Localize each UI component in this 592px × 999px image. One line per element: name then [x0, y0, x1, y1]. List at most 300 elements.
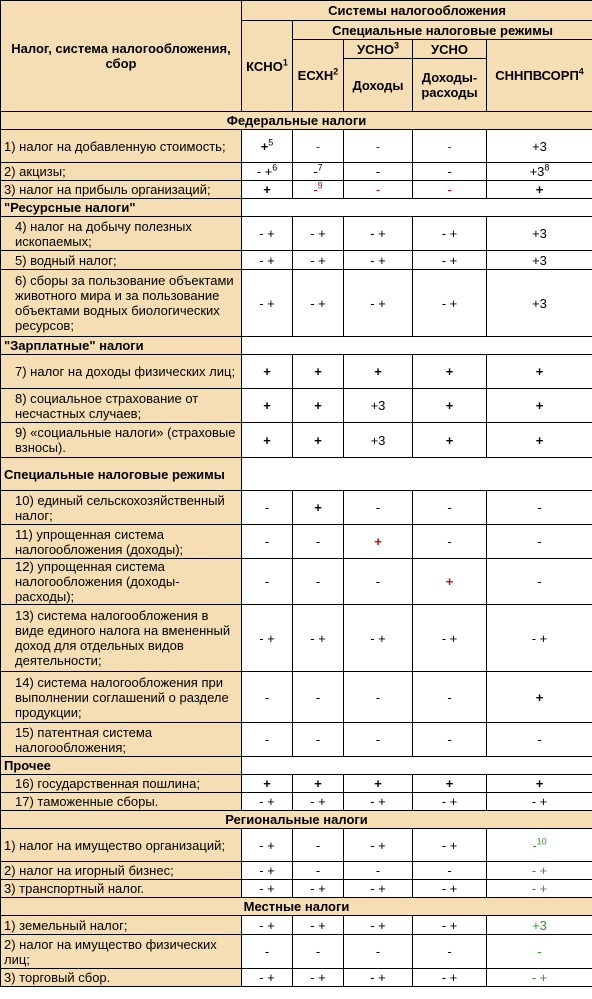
- value-cell: [293, 775, 344, 793]
- value-cell: [487, 605, 592, 672]
- value-mark: +: [535, 432, 544, 448]
- value-cell: [242, 775, 293, 793]
- value-mark: - +: [310, 295, 326, 311]
- value-cell: [413, 969, 487, 987]
- section-blank: [242, 757, 592, 775]
- value-cell: [344, 969, 413, 987]
- value-cell: [293, 491, 344, 525]
- value-mark: -: [375, 138, 381, 154]
- section-blank: [242, 458, 592, 491]
- value-cell: [413, 723, 487, 757]
- tax-name-cell: 10) единый сельскохозяйственный налог;: [1, 491, 242, 525]
- value-mark: +: [374, 364, 382, 379]
- tax-name-cell: 16) государственная пошлина;: [1, 775, 242, 793]
- value-cell: [242, 862, 293, 880]
- value-cell: [344, 880, 413, 898]
- table-row: [1, 775, 592, 793]
- value-mark: - +: [310, 794, 326, 809]
- value-mark: +: [263, 398, 271, 413]
- value-cell: [344, 605, 413, 672]
- tax-name-cell: 1) налог на добавленную стоимость;: [1, 130, 242, 163]
- value-cell: [413, 130, 487, 163]
- section-row: [1, 458, 592, 491]
- value-cell: [487, 880, 592, 898]
- value-mark: - +: [256, 164, 273, 179]
- value-cell: [487, 935, 592, 969]
- value-mark: - +: [531, 970, 548, 985]
- value-mark: -: [447, 164, 452, 179]
- value-cell: [293, 559, 344, 605]
- value-cell: [242, 559, 293, 605]
- tax-name-cell: 17) таможенные сборы.: [1, 793, 242, 811]
- value-cell: [344, 723, 413, 757]
- value-cell: [487, 251, 592, 270]
- value-mark: - +: [441, 837, 458, 853]
- value-mark: +: [260, 138, 269, 154]
- value-cell: [293, 935, 344, 969]
- value-mark: +3: [532, 917, 547, 933]
- footnote-mark: 7: [317, 162, 323, 173]
- value-cell: [487, 389, 592, 423]
- value-cell: [344, 251, 413, 270]
- value-mark: +: [535, 689, 544, 705]
- value-cell: [293, 723, 344, 757]
- table-row: [1, 491, 592, 525]
- value-cell: [242, 130, 293, 163]
- value-cell: [344, 775, 413, 793]
- value-mark: - +: [531, 863, 548, 878]
- value-mark: +: [263, 776, 271, 791]
- value-mark: -: [315, 138, 321, 154]
- value-cell: [293, 829, 344, 862]
- value-mark: - +: [310, 226, 326, 241]
- section-title: Прочее: [1, 757, 242, 775]
- section-blank: [242, 337, 592, 355]
- value-cell: [344, 217, 413, 251]
- value-mark: -: [375, 689, 381, 705]
- value-cell: [242, 723, 293, 757]
- value-mark: -: [537, 574, 542, 589]
- value-mark: -: [537, 944, 542, 959]
- table-row: [1, 163, 592, 181]
- value-cell: [242, 181, 293, 199]
- value-mark: +: [314, 776, 322, 791]
- header-dohody: Доходы: [344, 59, 413, 112]
- tax-name-cell: 4) налог на добычу полезных ископаемых;: [1, 217, 242, 251]
- value-cell: [242, 935, 293, 969]
- value-mark: -: [537, 732, 542, 747]
- tax-name-cell: 3) торговый сбор.: [1, 969, 242, 987]
- value-cell: [413, 389, 487, 423]
- tax-name-cell: 3) транспортный налог.: [1, 880, 242, 898]
- value-cell: [487, 775, 592, 793]
- value-mark: +: [263, 182, 271, 197]
- value-mark: - +: [441, 630, 458, 646]
- value-cell: [293, 672, 344, 723]
- header-usno-3: УСНО$^3$: [344, 40, 413, 59]
- value-mark: -: [375, 182, 381, 197]
- table-row: [1, 130, 592, 163]
- value-mark: - +: [310, 252, 326, 268]
- value-mark: -: [315, 863, 321, 878]
- value-mark: - +: [370, 226, 386, 241]
- tax-name-cell: 7) налог на доходы физических лиц;: [1, 355, 242, 389]
- value-mark: - +: [259, 970, 275, 985]
- value-mark: - +: [310, 881, 326, 896]
- value-cell: [344, 389, 413, 423]
- value-cell: [413, 355, 487, 389]
- table-row: [1, 389, 592, 423]
- header-tax-name: Налог, система налогообложения, сбор: [1, 1, 242, 112]
- value-mark: -: [375, 164, 381, 179]
- table-row: [1, 251, 592, 270]
- section-title: Специальные налоговые режимы: [1, 458, 242, 491]
- value-mark: +: [445, 432, 454, 448]
- value-cell: [293, 969, 344, 987]
- value-cell: [293, 605, 344, 672]
- value-cell: [487, 181, 592, 199]
- value-mark: +: [445, 776, 454, 791]
- tax-name-cell: 1) налог на имущество организаций;: [1, 829, 242, 862]
- value-cell: [413, 775, 487, 793]
- value-cell: [413, 423, 487, 458]
- value-mark: - +: [259, 837, 275, 853]
- value-cell: [293, 163, 344, 181]
- value-mark: -: [264, 500, 270, 515]
- section-title: Местные налоги: [1, 898, 592, 916]
- value-cell: [344, 163, 413, 181]
- value-cell: [413, 862, 487, 880]
- value-cell: [242, 163, 293, 181]
- value-mark: - +: [259, 630, 275, 646]
- value-cell: [293, 130, 344, 163]
- value-mark: -: [315, 689, 321, 705]
- value-cell: [242, 969, 293, 987]
- footnote-mark: 8: [544, 162, 550, 173]
- value-mark: -: [447, 689, 452, 705]
- value-cell: [293, 862, 344, 880]
- value-mark: +: [445, 574, 454, 589]
- value-cell: [344, 491, 413, 525]
- value-mark: - +: [370, 837, 386, 853]
- value-mark: - +: [259, 295, 275, 311]
- tax-name-cell: 3) налог на прибыль организаций;: [1, 181, 242, 199]
- value-cell: [487, 672, 592, 723]
- value-mark: - +: [441, 226, 458, 241]
- value-cell: [413, 163, 487, 181]
- value-mark: - +: [370, 970, 386, 985]
- value-cell: [242, 793, 293, 811]
- value-cell: [344, 130, 413, 163]
- value-cell: [487, 355, 592, 389]
- value-cell: [242, 525, 293, 559]
- value-mark: -: [315, 837, 321, 853]
- value-mark: -: [532, 837, 537, 853]
- value-cell: [242, 605, 293, 672]
- value-mark: +: [445, 398, 454, 413]
- value-cell: [293, 355, 344, 389]
- header-dohody-rashody: Доходы-расходы: [413, 59, 487, 112]
- value-cell: [293, 916, 344, 935]
- value-mark: - +: [441, 295, 458, 311]
- value-cell: [242, 355, 293, 389]
- table-row: [1, 605, 592, 672]
- section-blank: [242, 199, 592, 217]
- value-cell: [413, 217, 487, 251]
- header-usno: УСНО: [413, 40, 487, 59]
- section-row: [1, 811, 592, 829]
- value-cell: [242, 389, 293, 423]
- tax-name-cell: 12) упрощенная система налогообложения (доходы-расходы);: [1, 559, 242, 605]
- value-mark: - +: [259, 794, 275, 809]
- value-mark: -: [315, 944, 321, 959]
- value-mark: -: [375, 574, 381, 589]
- value-cell: [413, 880, 487, 898]
- value-mark: - +: [441, 794, 458, 809]
- value-mark: +3: [532, 138, 547, 154]
- value-cell: [242, 217, 293, 251]
- header-snn: СННПВСОРП$^4$: [487, 40, 592, 112]
- footnote-mark: 9: [317, 180, 323, 191]
- value-mark: - +: [259, 881, 275, 896]
- value-mark: -: [264, 689, 270, 705]
- value-mark: +: [535, 182, 544, 197]
- value-mark: -: [375, 500, 381, 515]
- value-cell: [242, 270, 293, 337]
- value-cell: [344, 829, 413, 862]
- section-title: Федеральные налоги: [1, 112, 592, 130]
- tax-name-cell: 15) патентная система налогообложения;: [1, 723, 242, 757]
- value-cell: [487, 969, 592, 987]
- value-cell: [413, 559, 487, 605]
- table-row: [1, 270, 592, 337]
- value-cell: [242, 829, 293, 862]
- table-row: [1, 525, 592, 559]
- table-row: [1, 862, 592, 880]
- table-row: [1, 217, 592, 251]
- value-mark: - +: [370, 917, 386, 933]
- value-mark: +: [314, 364, 322, 379]
- value-cell: [344, 559, 413, 605]
- tax-name-cell: 13) система налогообложения в виде единого налога на вмененный доход для отдельных видов деятельности;: [1, 605, 242, 672]
- footnote-mark: 10: [536, 836, 547, 847]
- section-row: [1, 757, 592, 775]
- value-mark: -: [375, 944, 381, 959]
- table-row: [1, 969, 592, 987]
- value-mark: -: [313, 182, 318, 197]
- value-mark: -: [537, 500, 542, 515]
- table-row: [1, 935, 592, 969]
- value-cell: [293, 181, 344, 199]
- table-row: [1, 723, 592, 757]
- header-systems: Системы налогообложения: [242, 1, 592, 21]
- value-cell: [413, 181, 487, 199]
- value-cell: [413, 793, 487, 811]
- value-cell: [413, 270, 487, 337]
- value-mark: - +: [531, 881, 548, 896]
- table-row: [1, 793, 592, 811]
- value-cell: [293, 389, 344, 423]
- tax-name-cell: 8) социальное страхование от несчастных случаев;: [1, 389, 242, 423]
- value-cell: [344, 423, 413, 458]
- value-mark: -: [375, 732, 381, 747]
- value-cell: [413, 829, 487, 862]
- value-cell: [344, 270, 413, 337]
- value-mark: - +: [310, 917, 326, 933]
- value-cell: [344, 935, 413, 969]
- value-mark: +3: [529, 164, 545, 179]
- value-mark: -: [447, 944, 452, 959]
- tax-name-cell: 9) «социальные налоги» (страховые взносы).: [1, 423, 242, 458]
- value-mark: - +: [441, 970, 458, 985]
- section-title: Региональные налоги: [1, 811, 592, 829]
- value-cell: [413, 916, 487, 935]
- value-cell: [487, 217, 592, 251]
- value-mark: +3: [532, 226, 547, 241]
- value-cell: [293, 793, 344, 811]
- value-mark: -: [264, 574, 270, 589]
- value-mark: +: [445, 364, 454, 379]
- value-cell: [487, 793, 592, 811]
- value-mark: - +: [370, 252, 386, 268]
- value-mark: +: [535, 776, 544, 791]
- value-mark: - +: [259, 863, 275, 878]
- table-row: [1, 672, 592, 723]
- value-cell: [242, 491, 293, 525]
- tax-name-cell: 2) акцизы;: [1, 163, 242, 181]
- value-cell: [242, 916, 293, 935]
- value-mark: +: [535, 398, 544, 413]
- section-row: [1, 337, 592, 355]
- value-cell: [344, 355, 413, 389]
- value-mark: -: [447, 863, 452, 878]
- table-row: [1, 829, 592, 862]
- footnote-mark: 5: [268, 137, 274, 148]
- value-mark: - +: [370, 630, 386, 646]
- value-mark: +: [314, 500, 322, 515]
- section-row: [1, 112, 592, 130]
- value-cell: [487, 829, 592, 862]
- value-mark: +: [314, 398, 322, 413]
- table-row: [1, 880, 592, 898]
- tax-name-cell: 2) налог на игорный бизнес;: [1, 862, 242, 880]
- value-mark: -: [375, 863, 381, 878]
- value-cell: [293, 270, 344, 337]
- section-row: [1, 199, 592, 217]
- value-mark: -: [447, 500, 452, 515]
- tax-name-cell: 6) сборы за пользование объектами животного мира и за пользование объектами водных биологических ресурсов;: [1, 270, 242, 337]
- value-mark: -: [315, 574, 321, 589]
- value-cell: [413, 605, 487, 672]
- value-mark: +: [263, 432, 271, 448]
- table-row: [1, 916, 592, 935]
- tax-name-cell: 1) земельный налог;: [1, 916, 242, 935]
- value-mark: -: [315, 732, 321, 747]
- value-mark: - +: [259, 226, 275, 241]
- value-mark: +: [263, 364, 271, 379]
- value-cell: [242, 251, 293, 270]
- value-mark: -: [447, 138, 452, 154]
- value-cell: [413, 672, 487, 723]
- section-title: "Зарплатные" налоги: [1, 337, 242, 355]
- value-mark: +3: [532, 252, 547, 268]
- value-mark: +3: [532, 295, 547, 311]
- table-row: [1, 355, 592, 389]
- table-row: [1, 559, 592, 605]
- footnote-mark: 6: [272, 162, 278, 173]
- value-cell: [242, 423, 293, 458]
- value-mark: - +: [310, 970, 326, 985]
- value-cell: [293, 525, 344, 559]
- value-mark: -: [264, 534, 270, 549]
- value-cell: [487, 723, 592, 757]
- value-cell: [487, 525, 592, 559]
- tax-name-cell: 14) система налогообложения при выполнении соглашений о разделе продукции;: [1, 672, 242, 723]
- value-mark: -: [264, 944, 270, 959]
- value-mark: +: [535, 364, 544, 379]
- section-title: "Ресурсные налоги": [1, 199, 242, 217]
- header-eshn: ЕСХН$^2$: [293, 40, 344, 112]
- value-cell: [344, 672, 413, 723]
- value-cell: [413, 251, 487, 270]
- value-mark: -: [537, 534, 542, 549]
- value-mark: - +: [310, 630, 326, 646]
- value-mark: - +: [441, 917, 458, 933]
- value-mark: -: [313, 164, 318, 179]
- value-cell: [487, 270, 592, 337]
- value-cell: [344, 862, 413, 880]
- value-mark: - +: [370, 794, 386, 809]
- value-mark: - +: [370, 295, 386, 311]
- value-mark: +: [374, 776, 382, 791]
- value-mark: +: [374, 534, 382, 549]
- value-cell: [487, 559, 592, 605]
- value-mark: - +: [441, 881, 458, 896]
- value-mark: -: [315, 534, 321, 549]
- value-cell: [242, 880, 293, 898]
- value-mark: -: [447, 534, 452, 549]
- value-mark: +3: [370, 398, 386, 413]
- value-cell: [344, 181, 413, 199]
- value-cell: [293, 251, 344, 270]
- table-row: [1, 181, 592, 199]
- value-mark: - +: [441, 252, 458, 268]
- value-cell: [344, 793, 413, 811]
- value-cell: [293, 217, 344, 251]
- value-mark: - +: [259, 917, 275, 933]
- header-special-regimes: Специальные налоговые режимы: [293, 21, 592, 40]
- value-cell: [413, 491, 487, 525]
- value-mark: +3: [370, 432, 386, 448]
- value-cell: [487, 862, 592, 880]
- value-cell: [487, 916, 592, 935]
- value-mark: +: [314, 432, 322, 448]
- value-cell: [293, 880, 344, 898]
- tax-name-cell: 11) упрощенная система налогообложения (доходы);: [1, 525, 242, 559]
- tax-name-cell: 2) налог на имущество физических лиц;: [1, 935, 242, 969]
- value-mark: - +: [531, 794, 548, 809]
- table-row: [1, 423, 592, 458]
- value-cell: [487, 163, 592, 181]
- value-cell: [344, 525, 413, 559]
- value-cell: [293, 423, 344, 458]
- value-cell: [344, 916, 413, 935]
- value-cell: [242, 672, 293, 723]
- section-row: [1, 898, 592, 916]
- value-mark: -: [447, 182, 452, 197]
- value-mark: -: [264, 732, 270, 747]
- value-cell: [413, 525, 487, 559]
